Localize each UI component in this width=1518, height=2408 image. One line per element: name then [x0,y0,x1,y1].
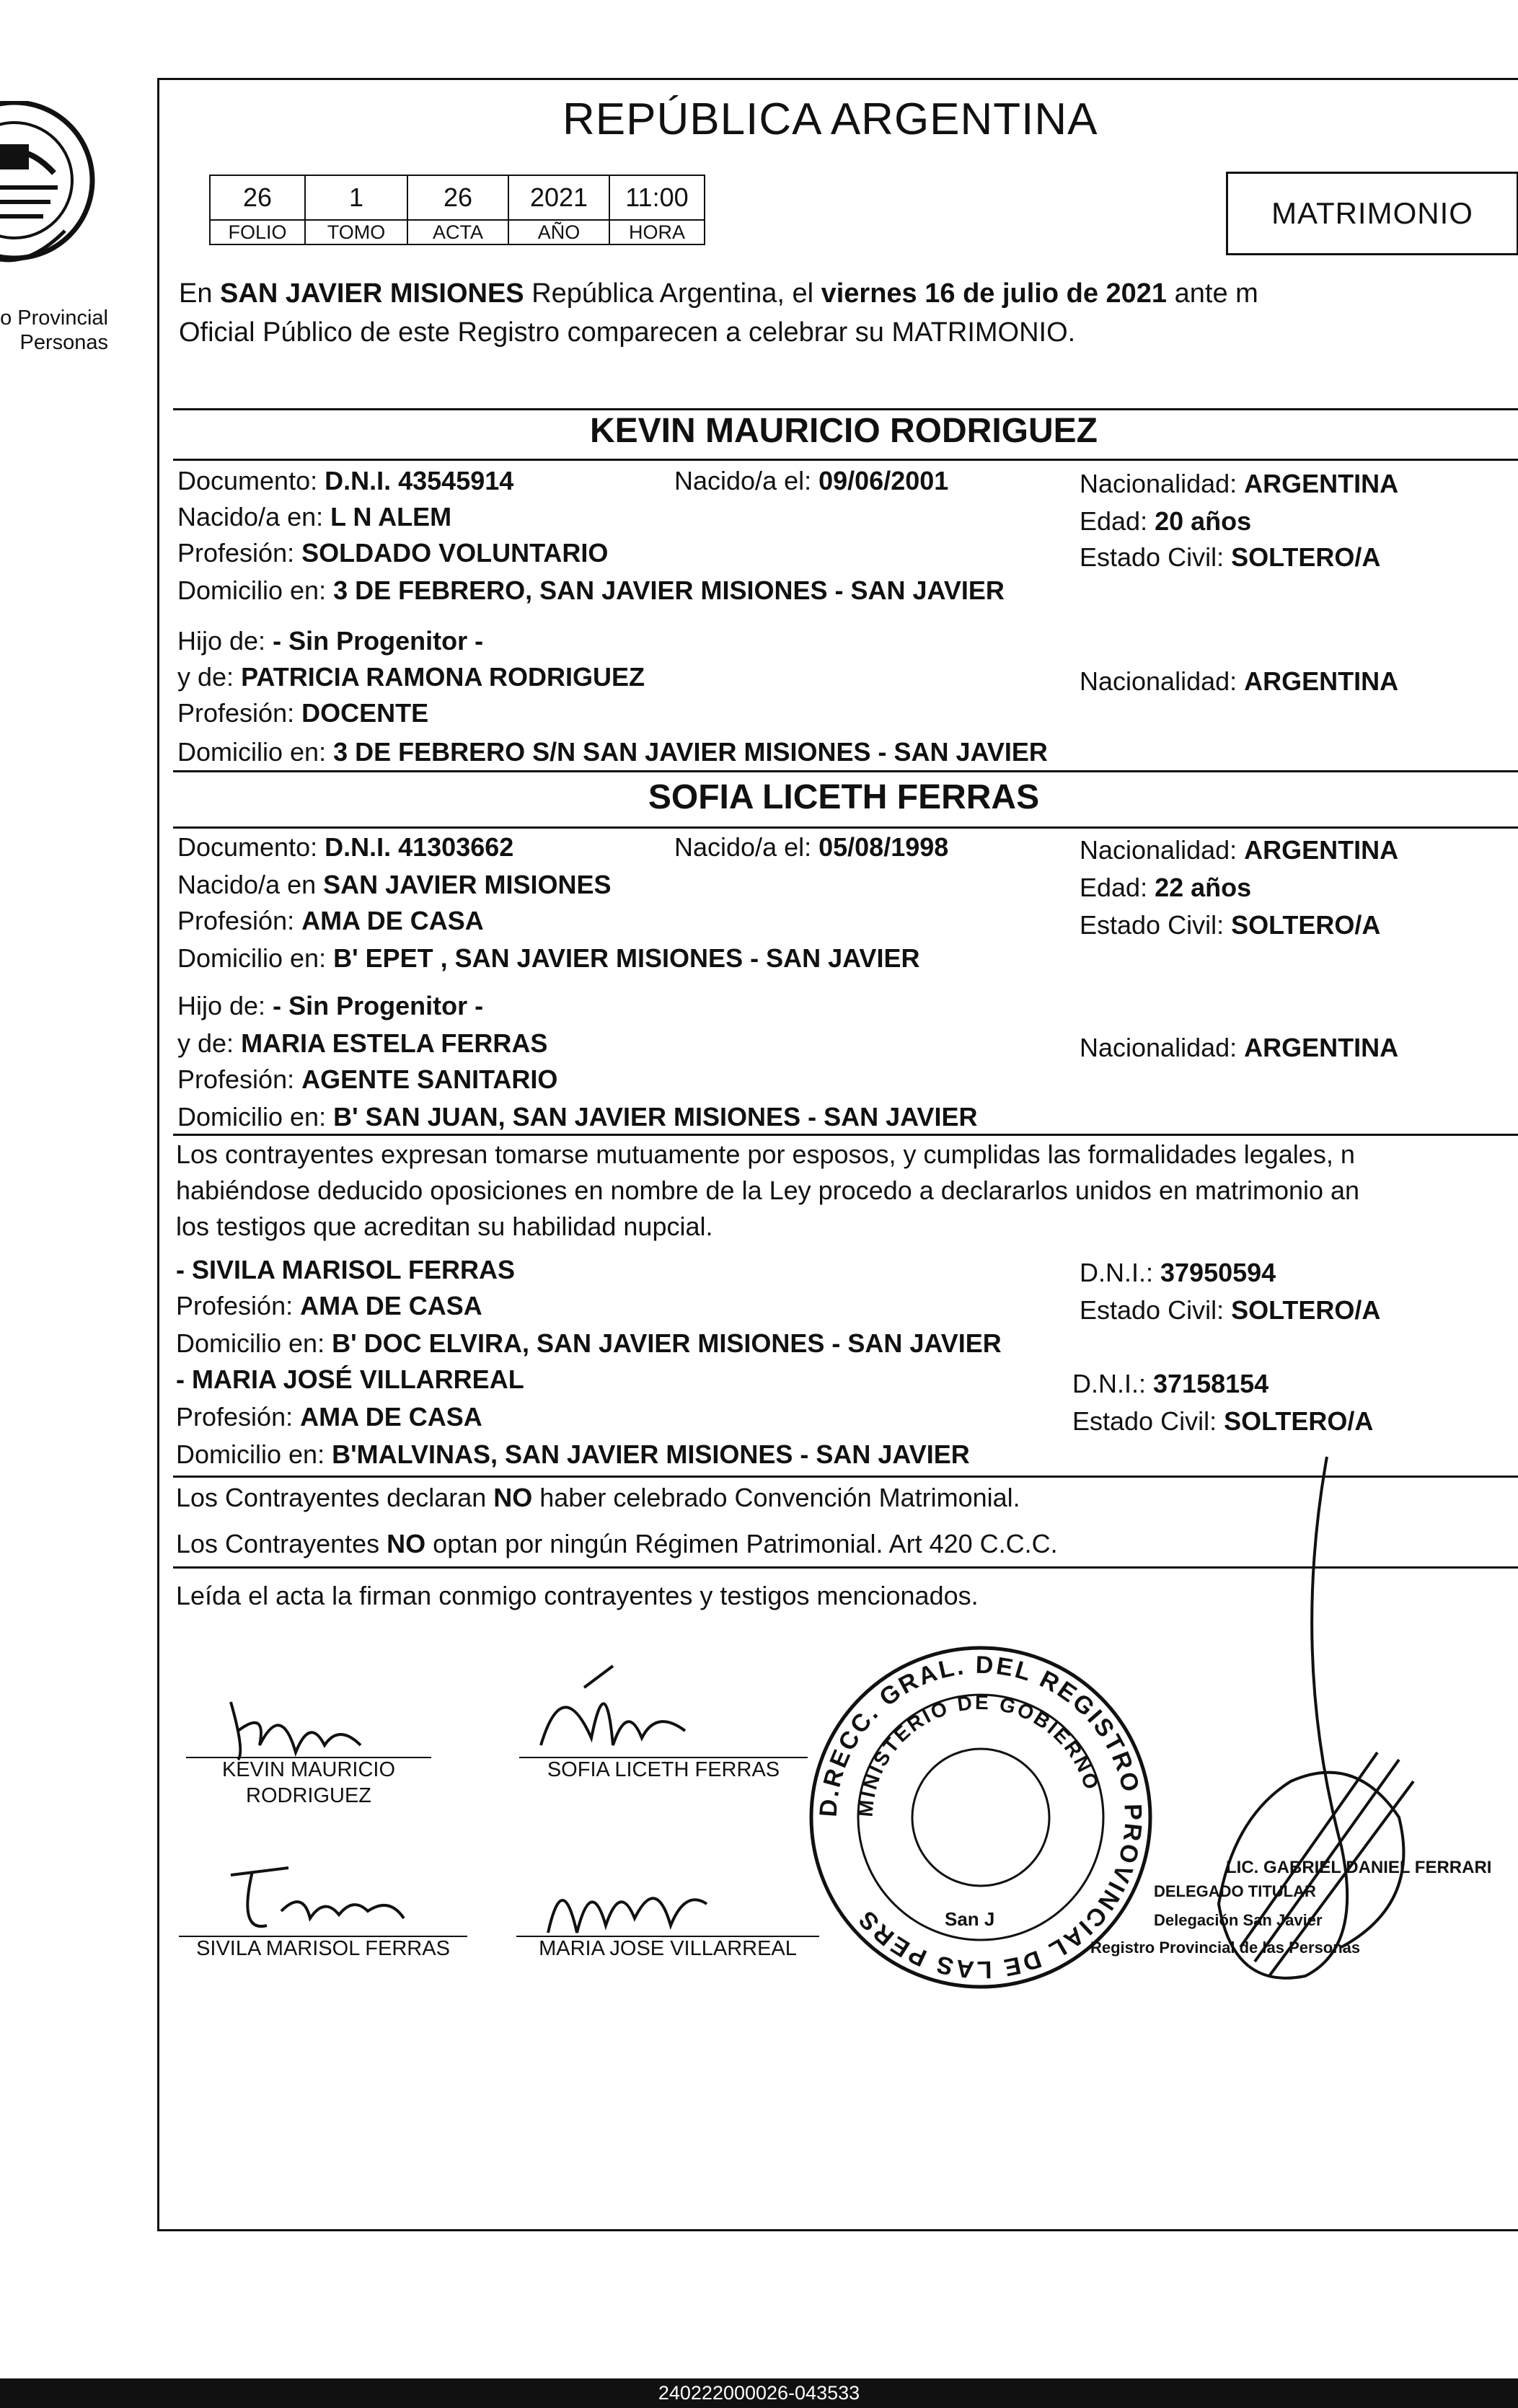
stamp-outer-text: D.RECC. GRAL. DEL REGISTRO PROVINCIAL DE LAS PERS [814,1651,1147,1984]
field-value: SAN JAVIER MISIONES [323,870,612,899]
tomo-value: 1 [305,175,407,220]
field-value: AMA DE CASA [300,1402,482,1432]
field-label: Estado Civil: [1072,1406,1224,1436]
field-value: D.N.I. 43545914 [325,466,514,495]
bride-signature [519,1659,707,1767]
registry-table [209,175,705,245]
field-label: Profesión: [177,538,302,568]
folio-value: 26 [210,175,305,220]
witness1-signature-label: SIVILA MARISOL FERRAS [196,1937,450,1960]
regime-statement [176,1529,1058,1559]
bride-signature-label: SOFIA LICETH FERRAS [547,1758,780,1781]
field-label: D.N.I.: [1080,1258,1161,1287]
intro-text: ante m [1167,278,1258,309]
field-label: Documento: [177,466,325,495]
provincial-seal-logo [0,101,130,332]
declaration-line1: Los contrayentes expresan tomarse mutuamente por esposos, y cumplidas las formalidades legales, n [176,1139,1355,1169]
acta-label: ACTA [407,220,508,244]
signature-name-line: RODRIGUEZ [246,1784,371,1807]
bride-nationality [1080,835,1398,865]
intro-date: viernes 16 de julio de 2021 [821,278,1168,309]
bride-mother-profession [177,1064,557,1095]
logo-caption-line1: o Provincial [0,306,108,330]
hora-value: 11:00 [609,175,705,220]
closing-statement: Leída el acta la firman conmigo contrayentes y testigos mencionados. [176,1581,979,1610]
groom-civil-status [1080,542,1380,573]
witness1-domicile [176,1328,1002,1359]
intro-line2: Oficial Público de este Registro comparecen a celebrar su MATRIMONIO. [179,317,1076,348]
bride-domicile [177,943,919,974]
field-value: 37950594 [1160,1258,1276,1287]
witness2-civil-status [1072,1406,1373,1437]
field-label: Domicilio en: [177,943,334,973]
intro-paragraph [179,274,1513,352]
statement-text: Los Contrayentes [176,1529,387,1558]
intro-text: República Argentina, el [524,278,821,309]
field-label: Domicilio en: [177,737,334,767]
field-value: SOLDADO VOLUNTARIO [301,538,609,568]
hora-label: HORA [609,220,705,244]
field-value: SOLTERO/A [1231,1295,1381,1325]
field-label: Domicilio en: [176,1328,332,1358]
convention-statement [176,1483,1020,1513]
field-label: Nacido/a en [177,870,324,899]
field-label: Nacido/a el: [674,466,819,495]
delegate-office: Delegación San Javier [1154,1911,1323,1929]
intro-line1 [179,274,1513,313]
groom-mother-profession [177,698,428,728]
witness2-dni [1072,1369,1268,1399]
field-label: Nacionalidad: [1080,835,1245,865]
groom-signature-label [186,1757,431,1809]
field-label: Profesión: [177,698,302,728]
statement-no: NO [493,1483,533,1512]
intro-text: En [179,278,221,309]
field-label: y de: [177,662,242,692]
bride-birthplace [177,870,612,900]
field-label: D.N.I.: [1072,1369,1154,1398]
field-value: 05/08/1998 [818,832,949,862]
field-label: y de: [177,1028,242,1058]
tomo-label: TOMO [305,220,407,244]
field-value: SOLTERO/A [1224,1406,1374,1436]
field-label: Hijo de: [177,626,273,656]
witness2-profession [176,1402,482,1432]
groom-father [177,626,483,656]
witness1-dni [1080,1258,1276,1288]
certificate-title: REPÚBLICA ARGENTINA [562,94,1098,144]
field-value: 20 años [1155,506,1252,536]
witness2-signature-label: MARIA JOSE VILLARREAL [539,1937,797,1960]
field-label: Profesión: [177,1064,302,1094]
field-label: Documento: [177,832,325,862]
field-value: B' SAN JUAN, SAN JAVIER MISIONES - SAN JAVIER [333,1102,978,1132]
witness2-domicile [176,1439,970,1470]
field-value: ARGENTINA [1244,1033,1399,1062]
delegate-registry: Registro Provincial de las Personas [1090,1939,1361,1957]
groom-mother-nationality [1080,666,1398,697]
statement-no: NO [387,1529,426,1558]
bride-civil-status [1080,910,1380,940]
witness2-signature [534,1861,721,1947]
groom-birthdate [674,466,948,496]
bride-mother-domicile [177,1102,977,1132]
anio-label: AÑO [508,220,609,244]
field-label: Hijo de: [177,991,273,1020]
groom-name: KEVIN MAURICIO RODRIGUEZ [589,412,1098,450]
field-label: Profesión: [176,1291,301,1320]
field-label: Profesión: [176,1402,301,1432]
field-value: 3 DE FEBRERO, SAN JAVIER MISIONES - SAN JAVIER [333,575,1005,605]
field-label: Nacionalidad: [1080,469,1245,498]
groom-document [177,466,513,496]
witness1-name: - SIVILA MARISOL FERRAS [176,1255,516,1284]
intro-place: SAN JAVIER MISIONES [220,278,524,309]
folio-label: FOLIO [210,220,305,244]
field-label: Nacionalidad: [1080,1033,1245,1062]
signature-name-line: KEVIN MAURICIO [221,1758,396,1781]
field-value: L N ALEM [330,502,452,532]
field-value: B' DOC ELVIRA, SAN JAVIER MISIONES - SAN JAVIER [332,1328,1002,1358]
field-value: SOLTERO/A [1231,542,1381,572]
field-label: Domicilio en: [177,1102,334,1132]
logo-caption-line2: Personas [19,331,108,354]
divider [173,408,1518,410]
field-label: Nacionalidad: [1080,666,1245,696]
field-value: 3 DE FEBRERO S/N SAN JAVIER MISIONES - SAN JAVIER [333,737,1048,767]
field-label: Nacido/a el: [674,832,819,862]
groom-profession [177,538,608,568]
field-value: ARGENTINA [1244,666,1399,696]
field-label: Estado Civil: [1080,910,1232,940]
groom-age [1080,506,1251,537]
delegate-role: DELEGADO TITULAR [1154,1882,1316,1900]
field-value: - Sin Progenitor - [273,991,484,1020]
declaration-line2: habiéndose deducido oposiciones en nombre de la Ley procedo a declararlos unidos en matrimonio an [176,1176,1360,1205]
field-value: AMA DE CASA [300,1291,482,1320]
groom-mother [177,662,645,692]
bride-profession [177,906,484,936]
field-value: 22 años [1155,873,1252,902]
field-label: Edad: [1080,873,1155,902]
witness2-name: - MARIA JOSÉ VILLARREAL [176,1364,524,1394]
groom-birthplace [177,502,451,532]
field-value: AMA DE CASA [301,906,484,935]
field-label: Nacido/a en: [177,502,331,532]
field-value: 37158154 [1153,1369,1269,1398]
bride-age [1080,873,1251,903]
divider [173,826,1518,829]
field-label: Edad: [1080,506,1155,536]
field-value: DOCENTE [301,698,429,728]
field-value: B'MALVINAS, SAN JAVIER MISIONES - SAN JAVIER [332,1439,970,1469]
field-label: Estado Civil: [1080,1295,1232,1325]
field-value: ARGENTINA [1244,835,1399,865]
field-value: MARIA ESTELA FERRAS [241,1028,548,1058]
stamp-bottom-text: San J [945,1908,995,1930]
logo-caption [0,306,108,355]
field-value: SOLTERO/A [1231,910,1381,940]
statement-text: optan por ningún Régimen Patrimonial. Art 420 C.C.C. [425,1529,1058,1558]
field-value: B' EPET , SAN JAVIER MISIONES - SAN JAVIER [333,943,920,973]
field-value: AGENTE SANITARIO [301,1064,558,1094]
statement-text: Los Contrayentes declaran [176,1483,494,1512]
field-label: Profesión: [177,906,302,935]
bride-name: SOFIA LICETH FERRAS [648,778,1040,816]
groom-signature [216,1688,404,1767]
stamp-inner-text: MINISTERIO DE GOBIERNO [854,1690,1104,1818]
bride-father [177,991,483,1021]
bride-document [177,832,513,863]
witness1-signature [209,1853,425,1940]
statement-text: haber celebrado Convención Matrimonial. [532,1483,1020,1512]
field-value: D.N.I. 41303662 [325,832,514,862]
witness1-civil-status [1080,1295,1380,1326]
field-label: Domicilio en: [176,1439,332,1469]
anio-value: 2021 [508,175,609,220]
acta-value: 26 [407,175,508,220]
divider [173,770,1518,772]
delegate-name: LIC. GABRIEL DANIEL FERRARI [1226,1858,1492,1877]
field-value: ARGENTINA [1244,469,1399,498]
act-type-box: MATRIMONIO [1226,172,1518,255]
bride-mother [177,1028,547,1059]
field-value: 09/06/2001 [818,466,949,495]
groom-mother-domicile [177,737,1048,767]
groom-nationality [1080,469,1398,499]
field-label: Estado Civil: [1080,542,1232,572]
divider [173,1134,1518,1136]
field-label: Domicilio en: [177,575,334,605]
declaration-line3: los testigos que acreditan su habilidad nupcial. [176,1212,713,1241]
bride-mother-nationality [1080,1033,1398,1063]
bride-birthdate [674,832,948,863]
witness1-profession [176,1291,482,1321]
groom-domicile [177,575,1005,606]
divider [173,459,1518,461]
field-value: - Sin Progenitor - [273,626,484,656]
document-code-bar: 240222000026-043533 [0,2378,1518,2408]
field-value: PATRICIA RAMONA RODRIGUEZ [241,662,645,692]
